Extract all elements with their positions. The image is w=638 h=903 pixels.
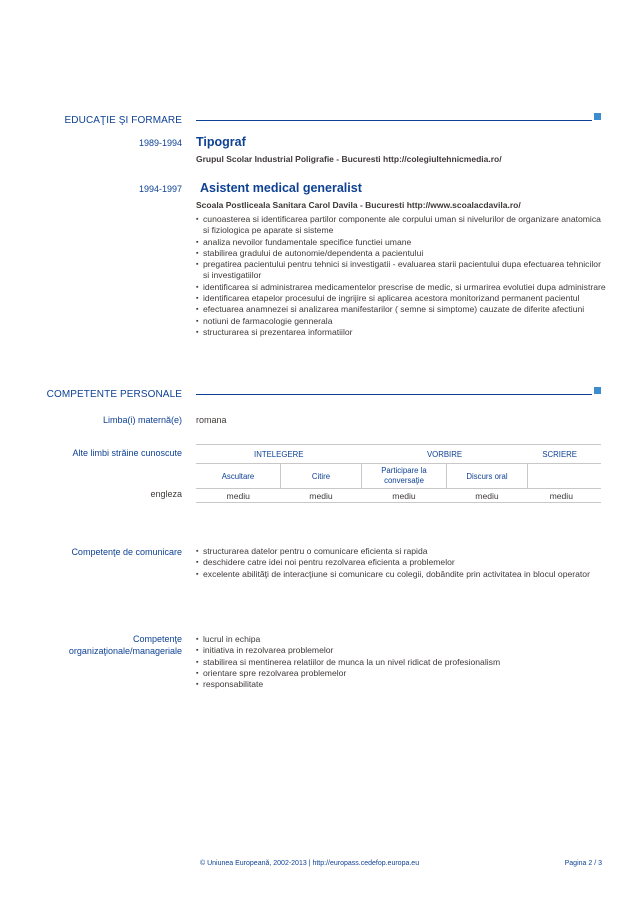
table-group-header: SCRIERE (542, 449, 577, 459)
table-subheader: Citire (281, 464, 362, 489)
list-item: ▪ responsabilitate (196, 679, 606, 690)
list-item: ▪ analiza nevoilor fundamentale specifice functiei umane (196, 237, 606, 248)
table-subheader-empty (528, 464, 602, 489)
communication-skills-label: Competenţe de comunicare (71, 547, 182, 557)
list-item: ▪ structurarea si prezentarea informatiilor (196, 327, 606, 338)
entry-title: Tipograf (196, 135, 246, 149)
personal-skills-divider (196, 394, 592, 395)
table-subheader-label: Discurs oral (466, 471, 508, 481)
list-item: ▪ deschidere catre idei noi pentru rezolvarea eficienta a problemelor (196, 557, 606, 568)
language-skills-table (196, 444, 601, 503)
table-cell: mediu (475, 490, 499, 501)
entry-organization: Grupul Scolar Industrial Poligrafie - Bucuresti http://colegiultehnicmedia.ro/ (196, 154, 502, 164)
personal-skills-section-title: COMPETENTE PERSONALE (46, 389, 182, 400)
other-languages-label: Alte limbi străine cunoscute (72, 448, 182, 458)
list-item: ▪ pregatirea pacientului pentru tehnici si investigatii - evaluarea starii pacientului dupa efectuarea tehnicilor si investigatiilor (196, 259, 606, 282)
mother-tongue-value: romana (196, 415, 227, 425)
list-item: ▪ structurarea datelor pentru o comunicare eficienta si rapida (196, 546, 606, 557)
list-item: ▪ initiativa in rezolvarea problemelor (196, 645, 606, 656)
table-group-header: INTELEGERE (254, 449, 304, 459)
list-item: ▪ identificarea etapelor procesului de ingrijire si aplicarea acestora monitorizand permanent pacientul (196, 293, 606, 304)
communication-skills-list (196, 546, 606, 580)
language-name: engleza (150, 489, 182, 499)
organizational-skills-label-line2: organizaţionale/manageriale (68, 646, 182, 656)
list-item: ▪ excelente abilităţi de interacţiune si comunicare cu colegii, dobândite prin activitatea in blocul operator (196, 569, 606, 580)
education-section-marker (594, 113, 601, 120)
education-divider (196, 120, 592, 121)
table-cell: mediu (226, 490, 250, 501)
list-item: ▪ orientare spre rezolvarea problemelor (196, 668, 606, 679)
mother-tongue-label: Limba(i) maternă(e) (102, 415, 182, 425)
organizational-skills-list (196, 634, 606, 690)
footer-copyright-link[interactable]: © Uniunea Europeană, 2002-2013 | http://europass.cedefop.europa.eu (200, 860, 420, 867)
entry-title: Asistent medical generalist (200, 181, 362, 195)
list-item: ▪ stabilirea si mentinerea relatiilor de munca la un nivel ridicat de profesionalism (196, 657, 606, 668)
table-subheader (447, 464, 528, 489)
personal-skills-section-marker (594, 387, 601, 394)
list-item: ▪ notiuni de farmacologie gennerala (196, 316, 606, 327)
list-item: ▪ lucrul in echipa (196, 634, 606, 645)
table-cell: mediu (549, 490, 573, 501)
entry-dates: 1989-1994 (138, 138, 182, 148)
page-number: Pagina 2 / 3 (564, 860, 602, 867)
table-group-header: VORBIRE (426, 449, 463, 459)
table-subheader: Ascultare (196, 464, 281, 489)
table-subheader: Participare la conversaţie (362, 464, 447, 489)
education-activities-list (196, 214, 606, 338)
entry-dates: 1994-1997 (138, 184, 182, 194)
table-cell: mediu (392, 490, 416, 501)
list-item: ▪ stabilirea gradului de autonomie/dependenta a pacientului (196, 248, 606, 259)
list-item: ▪ cunoasterea si identificarea partilor componente ale corpului uman si nivelurilor de organizare anatomica si fiziologica pe aparate si sisteme (196, 214, 606, 237)
table-cell: mediu (309, 490, 333, 501)
education-section-title: EDUCAŢIE ŞI FORMARE (64, 115, 182, 126)
organizational-skills-label-line1: Competenţe (132, 634, 182, 644)
list-item: ▪ efectuarea anamnezei si analizarea manifestarilor ( semne si simptome) cauzate de diferite afectiuni (196, 304, 606, 315)
entry-organization: Scoala Postliceala Sanitara Carol Davila - Bucuresti http://www.scoalacdavila.ro/ (196, 200, 521, 210)
table-row (196, 489, 601, 503)
list-item: ▪ identificarea si administrarea medicamentelor prescrise de medic, si urmarirea evolutiei dupa administrare (196, 282, 606, 293)
